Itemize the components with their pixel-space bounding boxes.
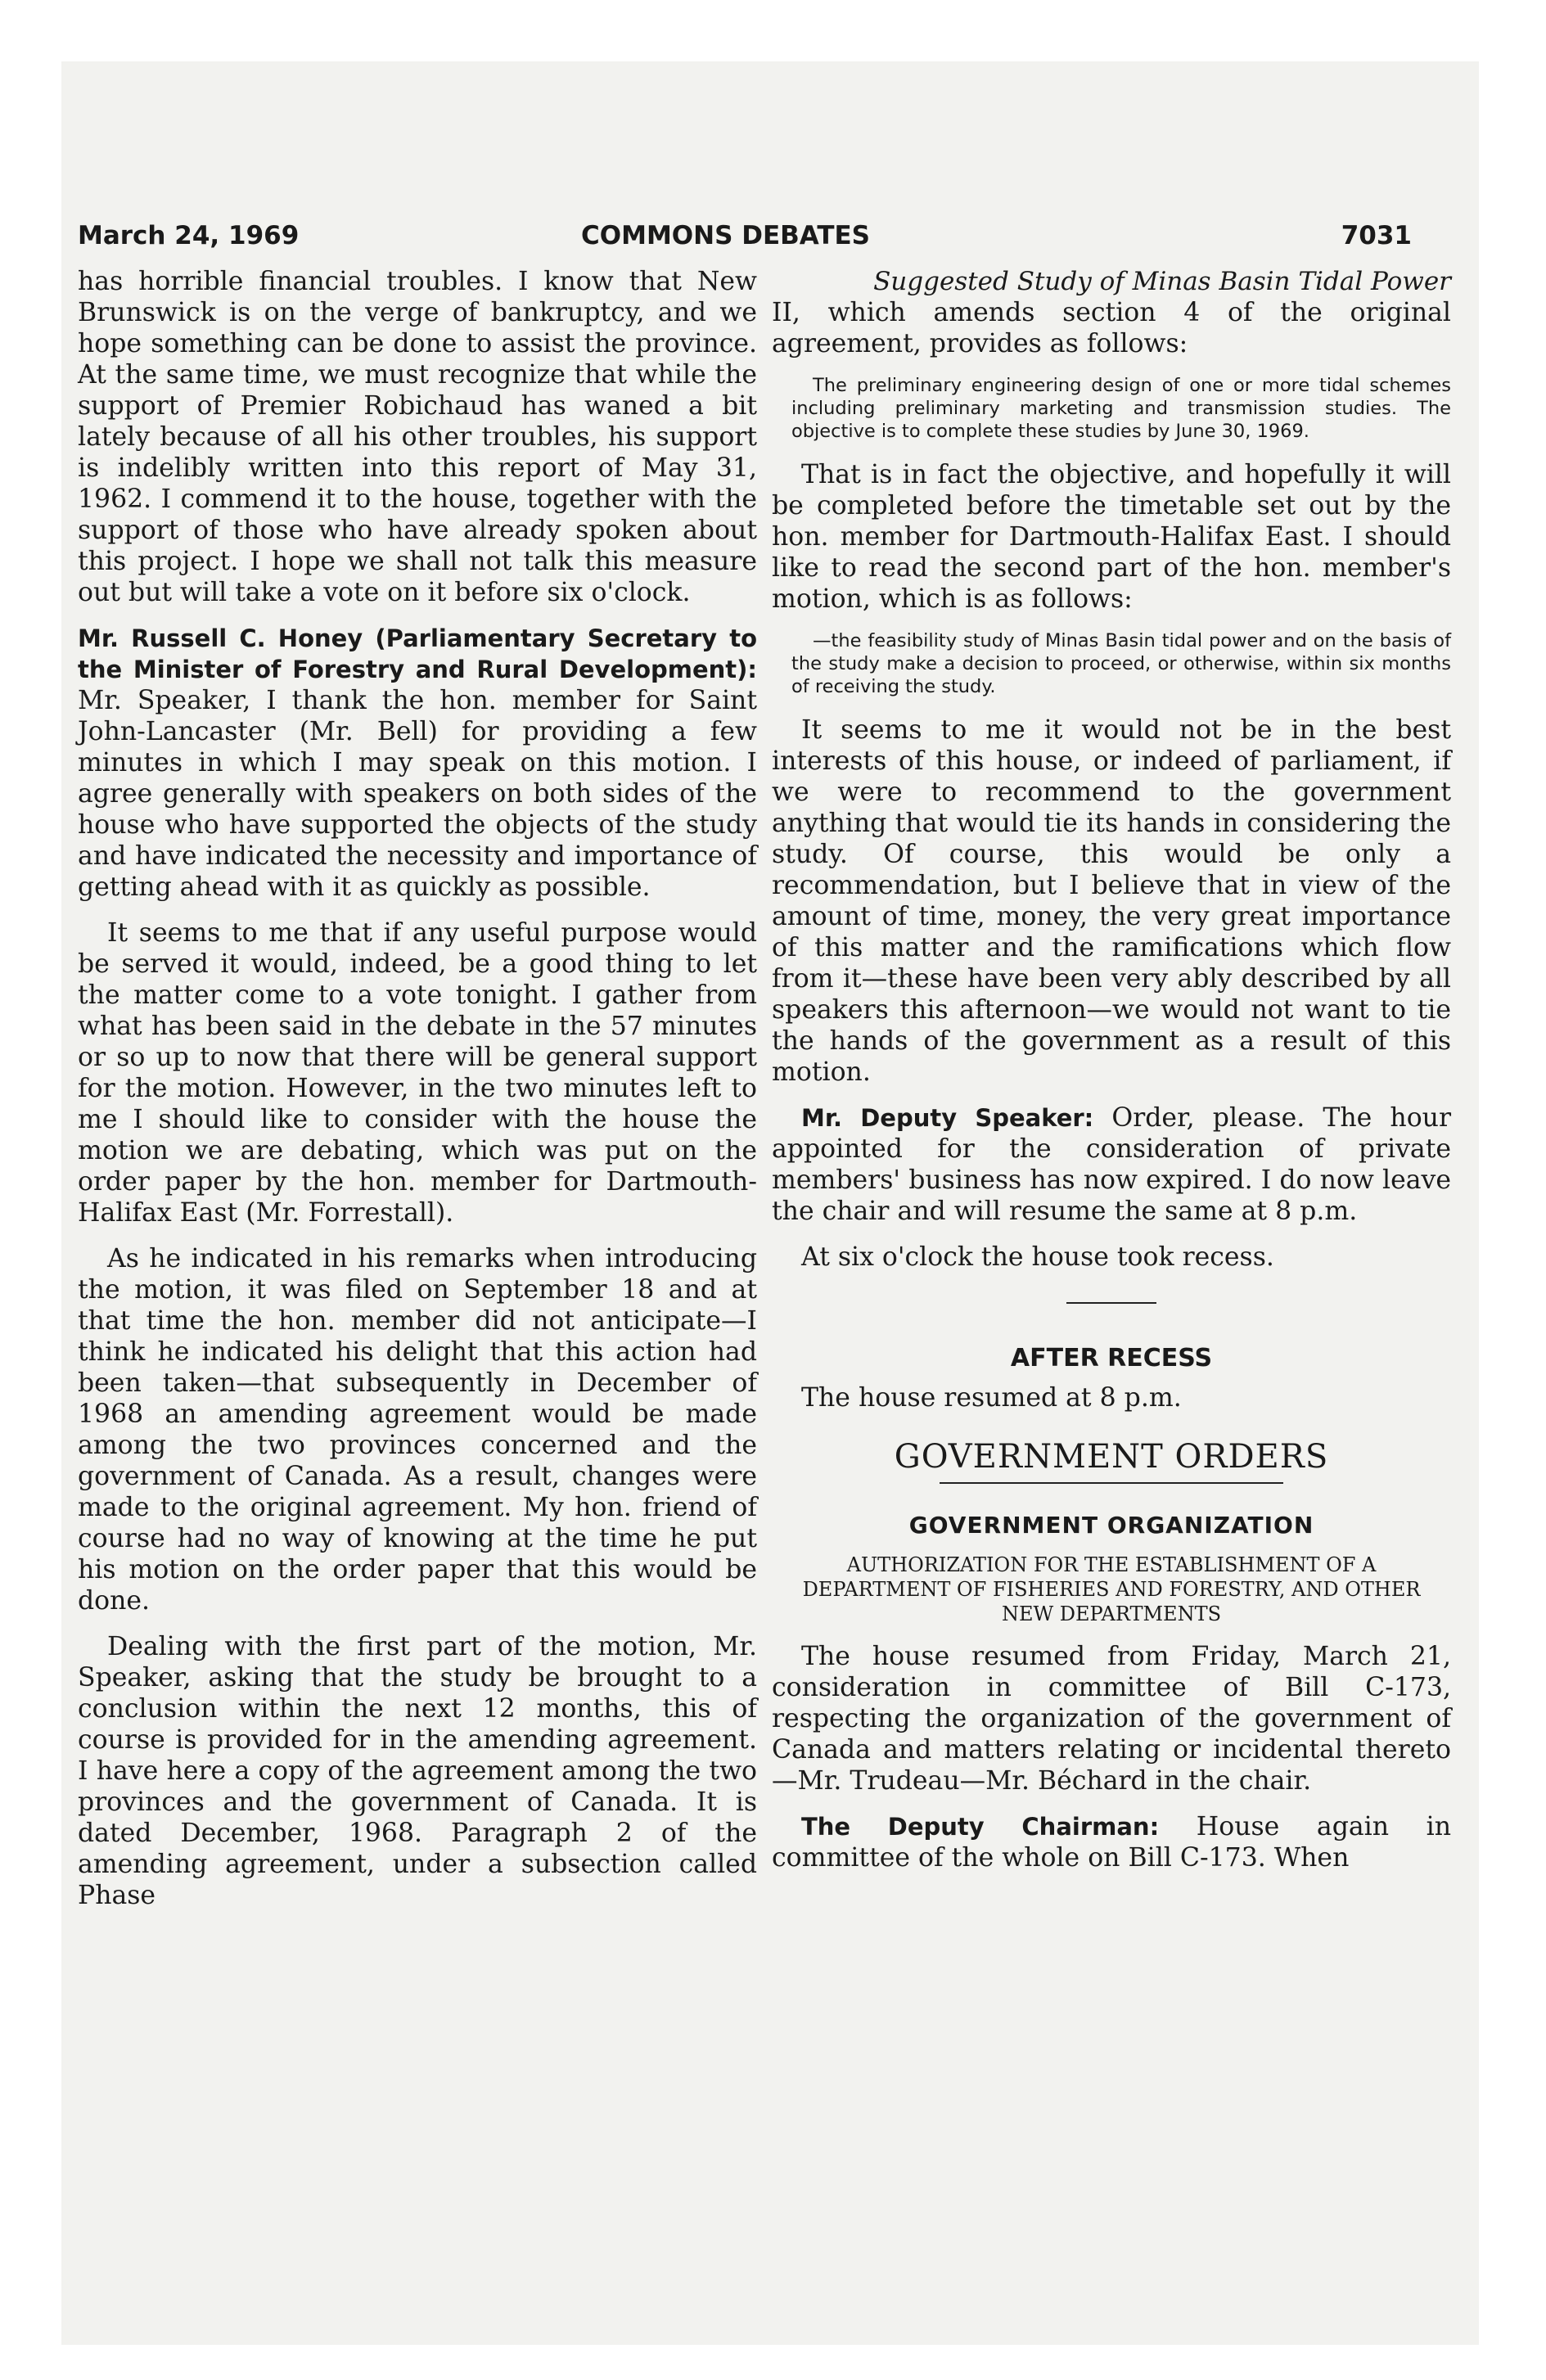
right-paragraph-1: II, which amends section 4 of the original agreement, provides as follows: bbox=[772, 298, 1451, 358]
speaker-honey: Mr. Russell C. Honey (Parliamentary Secretary to the Minister of Forestry and Rural Development): bbox=[78, 624, 757, 683]
after-recess-heading: AFTER RECESS bbox=[1010, 1344, 1213, 1373]
right-paragraph-4-text: Order, please. The hour appointed for the consideration of private members' business has now expired. I do now leave the chair and will resume the same at 8 p.m. bbox=[772, 1103, 1452, 1226]
left-paragraph-5: Dealing with the first part of the motion, Mr. Speaker, asking that the study be brought to a conclusion within the next 12 months, this of course is provided for in the amending agreement. I have here a copy of the agreement among the two provinces and the government of Canada. It is dated December, 1968. Paragraph 2 of the amending agreement, under a subsection called Phase bbox=[78, 1632, 757, 1910]
left-paragraph-3: It seems to me that if any useful purpose would be served it would, indeed, be a good thing to let the matter come to a vote tonight. I gather from what has been said in the debate in the 57 minutes or so up to now that there will be general support for the motion. However, in the two minutes left to me I should like to consider with the house the motion we are debating, which was put on the order paper by the hon. member for Dartmouth-Halifax East (Mr. Forrestall). bbox=[78, 918, 757, 1228]
right-paragraph-5: At six o'clock the house took recess. bbox=[801, 1242, 1274, 1272]
header-page-number: 7031 bbox=[1341, 221, 1412, 250]
speaker-deputy-speaker: Mr. Deputy Speaker: bbox=[801, 1104, 1094, 1132]
right-paragraph-3: It seems to me it would not be in the best interests of this house, or indeed of parliament, if we were to recommend to the government anything that would tie its hands in considering the study. Of course, this would be only a recommendation, but I believe that in view of the amount of time, money, the very great importance of this matter and the ramifications which flow from it—these have been very ably described by all speakers this afternoon—we would not want to tie the hands of the government as a result of this motion. bbox=[772, 715, 1451, 1087]
right-column bbox=[772, 266, 1451, 1888]
speaker-deputy-chairman: The Deputy Chairman: bbox=[801, 1813, 1160, 1841]
government-orders-rule bbox=[940, 1482, 1283, 1484]
government-orders-heading: GOVERNMENT ORDERS bbox=[894, 1438, 1329, 1476]
right-paragraph-8 bbox=[772, 1811, 1451, 1873]
left-paragraph-4: As he indicated in his remarks when introducing the motion, it was filed on September 18 and at that time the hon. member did not anticipate—I think he indicated his delight that this action had been taken—that subsequently in December of 1968 an amending agreement would be made among the two provinces concerned and the government of Canada. As a result, changes were made to the original agreement. My hon. friend of course had no way of knowing at the time he put his motion on the order paper that this would be done. bbox=[78, 1244, 757, 1616]
right-paragraph-2: That is in fact the objective, and hopefully it will be completed before the timetable set out by the hon. member for Dartmouth-Halifax East. I should like to read the second part of the hon. member's motion, which is as follows: bbox=[772, 460, 1451, 614]
left-column bbox=[78, 266, 757, 1926]
section-divider bbox=[1066, 1302, 1156, 1304]
header-title: COMMONS DEBATES bbox=[581, 221, 870, 250]
left-paragraph-1: has horrible financial troubles. I know that New Brunswick is on the verge of bankruptcy, and we hope something can be done to assist the province. At the same time, we must recognize that while the support of Premier Robichaud has waned a bit lately because of all his other troubles, his support is indelibly written into this report of May 31, 1962. I commend it to the house, together with the support of those who have already spoken about this project. I hope we shall not talk this measure out but will take a vote on it before six o'clock. bbox=[78, 267, 757, 607]
quote-agreement: The preliminary engineering design of one or more tidal schemes including preliminary marketing and transmission studies. The objective is to complete these studies by June 30, 1969. bbox=[791, 375, 1451, 442]
government-organization-heading: GOVERNMENT ORGANIZATION bbox=[908, 1512, 1314, 1539]
running-head: Suggested Study of Minas Basin Tidal Power bbox=[873, 267, 1451, 296]
header-date: March 24, 1969 bbox=[78, 221, 300, 250]
left-paragraph-2 bbox=[78, 623, 757, 903]
left-paragraph-2-text: Mr. Speaker, I thank the hon. member for Saint John-Lancaster (Mr. Bell) for providing a few minutes in which I may speak on this motion. I agree generally with speakers on both sides of the house who have supported the objects of the study and have indicated the necessity and importance of getting ahead with it as quickly as possible. bbox=[78, 686, 757, 902]
right-paragraph-4 bbox=[772, 1102, 1451, 1227]
quote-motion: —the feasibility study of Minas Basin tidal power and on the basis of the study make a decision to proceed, or otherwise, within six months of receiving the study. bbox=[791, 630, 1451, 697]
right-paragraph-7: The house resumed from Friday, March 21, consideration in committee of Bill C-173, respecting the organization of the government of Canada and matters relating or incidental thereto—Mr. Trudeau—Mr. Béchard in the chair. bbox=[772, 1642, 1451, 1796]
authorization-heading: AUTHORIZATION FOR THE ESTABLISHMENT OF A DEPARTMENT OF FISHERIES AND FORESTRY, AND OTHER NEW DEPARTMENTS bbox=[802, 1553, 1421, 1625]
page-header bbox=[78, 221, 1412, 262]
right-paragraph-6: The house resumed at 8 p.m. bbox=[801, 1383, 1182, 1413]
right-paragraph-8-text: House again in committee of the whole on Bill C-173. When bbox=[772, 1812, 1451, 1873]
